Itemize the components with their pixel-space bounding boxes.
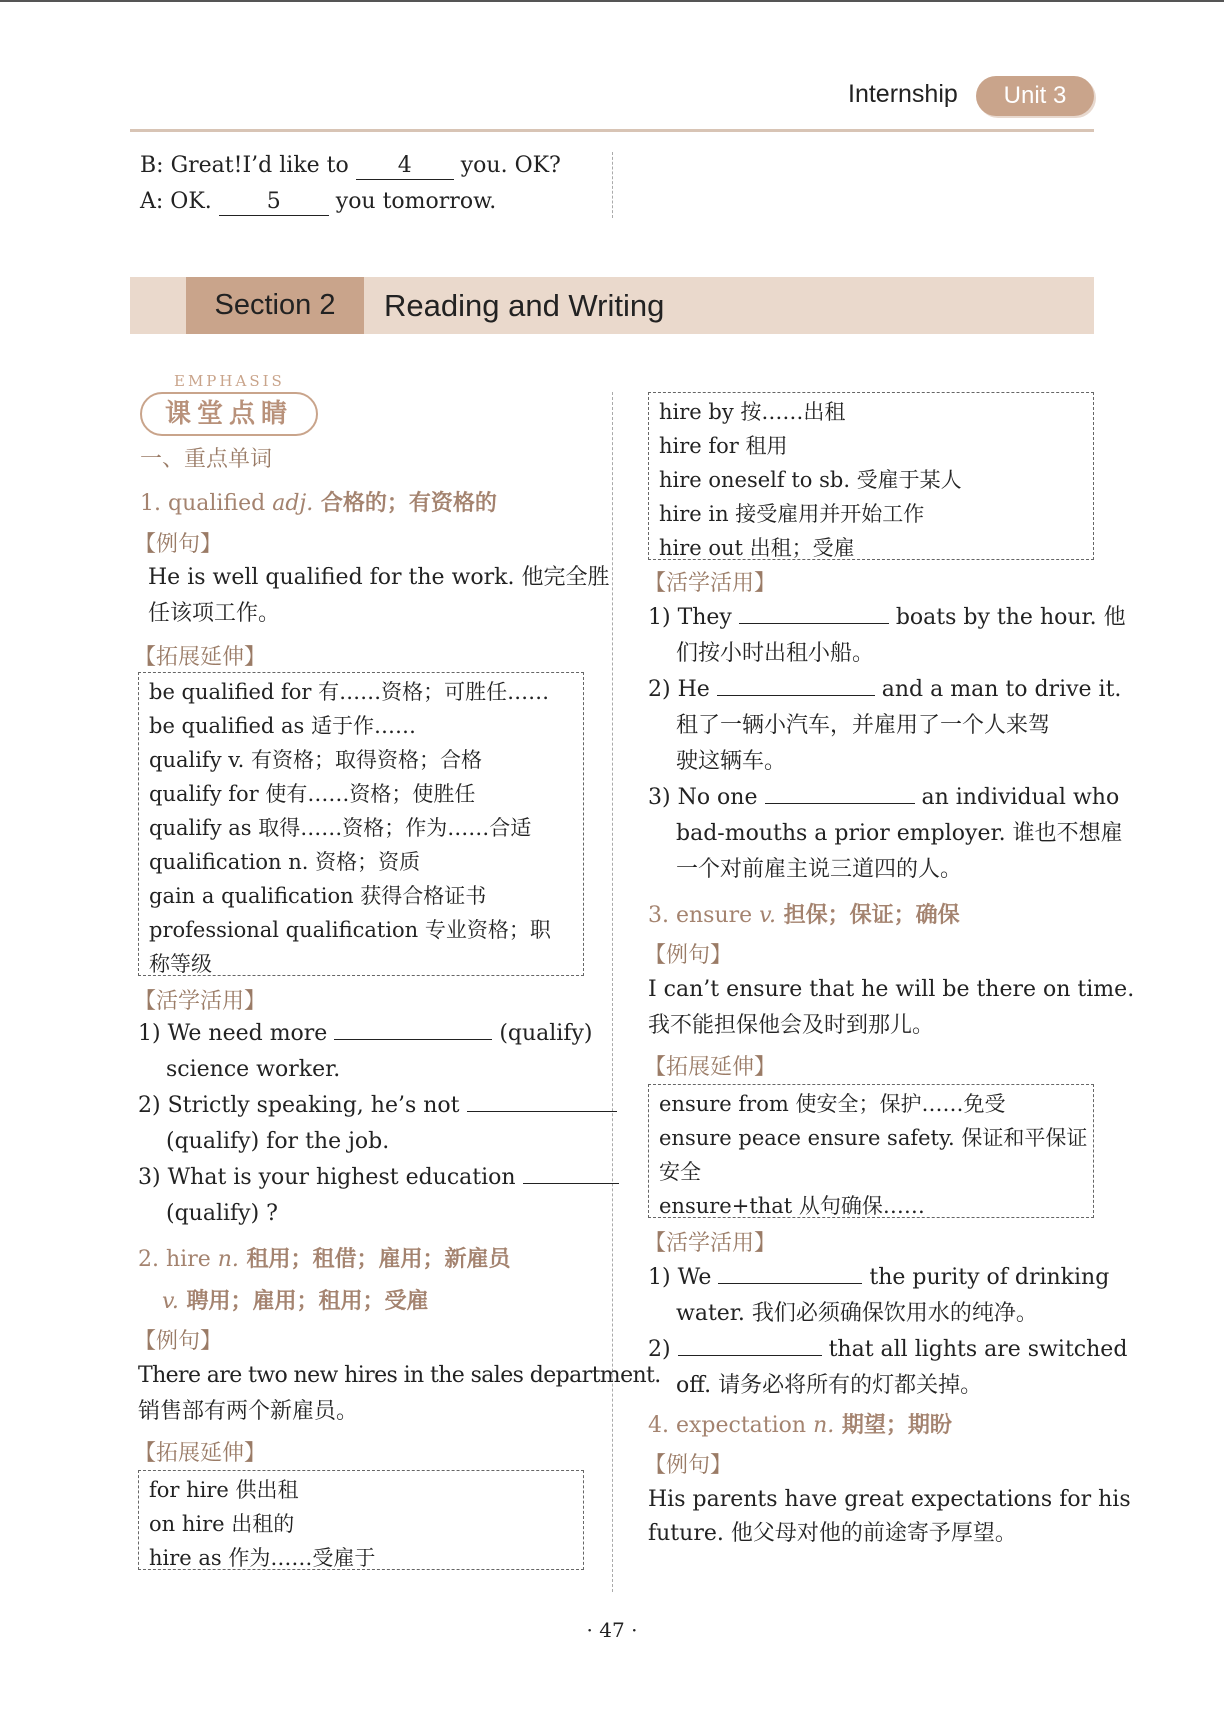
answer-blank xyxy=(718,1283,862,1284)
answer-blank xyxy=(334,1039,492,1040)
subheading-key-words: 一、重点单词 xyxy=(140,447,273,472)
practice-item xyxy=(138,1160,619,1196)
word-entry-hire-verb xyxy=(162,1284,428,1315)
practice-text: 2) He xyxy=(648,677,717,702)
chapter-title: Internship xyxy=(848,80,958,108)
section-number: Section 2 xyxy=(186,277,364,334)
expansion-box-hire xyxy=(138,1470,584,1570)
fill-blank: 4 xyxy=(356,153,454,180)
entry-pos: v. xyxy=(162,1289,179,1314)
box-line: qualification n. 资格；资质 xyxy=(149,850,421,874)
entry-word: 3. ensure xyxy=(648,903,760,928)
box-line: for hire 供出租 xyxy=(149,1478,299,1502)
answer-blank xyxy=(678,1355,822,1356)
practice-text: 3) What is your highest education xyxy=(138,1165,523,1190)
box-line: 安全 xyxy=(659,1160,701,1184)
practice-text: 1) We need more xyxy=(138,1021,335,1046)
answer-blank xyxy=(765,803,915,804)
example-tag: 【例句】 xyxy=(134,532,223,557)
box-line: ensure peace ensure safety. 保证和平保证 xyxy=(659,1126,1088,1150)
practice-item xyxy=(648,1332,1127,1368)
entry-word: 4. expectation xyxy=(648,1413,814,1438)
practice-item xyxy=(648,780,1119,816)
practice-text: (qualify) xyxy=(492,1021,593,1046)
fill-blank: 5 xyxy=(219,189,329,216)
practice-item xyxy=(138,1088,617,1124)
example-sentence: future. 他父母对他的前途寄予厚望。 xyxy=(648,1521,1017,1546)
emphasis-caption: EMPHASIS xyxy=(174,372,285,390)
box-line: hire as 作为……受雇于 xyxy=(149,1546,376,1570)
word-entry-hire xyxy=(138,1242,511,1273)
top-border xyxy=(0,0,1224,2)
answer-blank xyxy=(739,623,889,624)
practice-text: 2) Strictly speaking, he’s not xyxy=(138,1093,467,1118)
practice-continuation: science worker. xyxy=(166,1057,341,1082)
page-number: · 47 · xyxy=(586,1618,638,1642)
practice-tag: 【活学活用】 xyxy=(644,571,777,596)
box-line: be qualified for 有……资格；可胜任…… xyxy=(149,680,550,704)
box-line: hire for 租用 xyxy=(659,434,788,458)
dialog-text: you. OK? xyxy=(453,153,561,178)
example-sentence: 任该项工作。 xyxy=(148,601,281,626)
example-sentence: He is well qualified for the work. 他完全胜 xyxy=(148,565,610,590)
entry-pos: n. xyxy=(217,1247,239,1272)
practice-item xyxy=(648,672,1121,708)
box-line: be qualified as 适于作…… xyxy=(149,714,416,738)
entry-pos: adj. xyxy=(272,491,314,516)
column-divider-top xyxy=(612,152,613,218)
practice-continuation: 驶这辆车。 xyxy=(676,749,787,774)
emphasis-badge: 课堂点睛 xyxy=(140,392,318,436)
practice-item xyxy=(138,1016,593,1052)
box-line: qualify for 使有……资格；使胜任 xyxy=(149,782,476,806)
practice-continuation: off. 请务必将所有的灯都关掉。 xyxy=(676,1373,983,1398)
box-line: qualify v. 有资格；取得资格；合格 xyxy=(149,748,482,772)
word-entry-ensure xyxy=(648,898,960,929)
column-divider xyxy=(612,392,613,1592)
practice-continuation: water. 我们必须确保饮用水的纯净。 xyxy=(676,1301,1038,1326)
entry-pos: v. xyxy=(759,903,776,928)
answer-blank xyxy=(523,1183,619,1184)
entry-meaning: 期望；期盼 xyxy=(834,1412,952,1438)
practice-item xyxy=(648,600,1126,636)
example-sentence: 我不能担保他会及时到那儿。 xyxy=(648,1013,935,1038)
unit-badge: Unit 3 xyxy=(976,76,1094,116)
box-line: hire out 出租；受雇 xyxy=(659,536,855,560)
entry-meaning: 担保；保证；确保 xyxy=(775,902,960,928)
word-entry-qualified xyxy=(140,486,497,517)
example-tag: 【例句】 xyxy=(644,943,733,968)
practice-continuation: bad-mouths a prior employer. 谁也不想雇 xyxy=(676,821,1123,846)
box-line: gain a qualification 获得合格证书 xyxy=(149,884,487,908)
practice-text: 3) No one xyxy=(648,785,765,810)
practice-continuation: 一个对前雇主说三道四的人。 xyxy=(676,857,963,882)
answer-blank xyxy=(467,1111,617,1112)
entry-word: 2. hire xyxy=(138,1247,218,1272)
practice-continuation: (qualify) ? xyxy=(166,1201,278,1226)
expansion-box-ensure xyxy=(648,1084,1094,1218)
practice-continuation: 们按小时出租小船。 xyxy=(676,641,875,666)
dialog-line-a xyxy=(140,184,496,220)
dialog-text: you tomorrow. xyxy=(328,189,497,214)
box-line: hire in 接受雇用并开始工作 xyxy=(659,502,925,526)
extend-tag: 【拓展延伸】 xyxy=(134,645,267,670)
extend-tag: 【拓展延伸】 xyxy=(134,1441,267,1466)
example-tag: 【例句】 xyxy=(134,1329,223,1354)
section-title: Reading and Writing xyxy=(384,288,665,323)
practice-continuation: 租了一辆小汽车，并雇用了一个人来驾 xyxy=(676,713,1051,738)
entry-meaning: 聘用；雇用；租用；受雇 xyxy=(178,1288,429,1314)
example-sentence: 销售部有两个新雇员。 xyxy=(138,1399,359,1424)
practice-text: 1) We xyxy=(648,1265,719,1290)
practice-tag: 【活学活用】 xyxy=(134,989,267,1014)
box-line: hire oneself to sb. 受雇于某人 xyxy=(659,468,962,492)
practice-tag: 【活学活用】 xyxy=(644,1231,777,1256)
practice-text: 2) xyxy=(648,1337,678,1362)
dialog-text: B: Great!I’d like to xyxy=(140,153,356,178)
example-sentence: There are two new hires in the sales department. xyxy=(138,1363,661,1388)
practice-text: boats by the hour. 他 xyxy=(888,605,1126,630)
practice-item xyxy=(648,1260,1109,1296)
box-line: ensure+that 从句确保…… xyxy=(659,1194,925,1218)
entry-meaning: 合格的；有资格的 xyxy=(313,490,497,516)
entry-meaning: 租用；租借；雇用；新雇员 xyxy=(238,1246,511,1272)
practice-text: 1) They xyxy=(648,605,739,630)
expansion-box-hire-continued xyxy=(648,392,1094,560)
entry-word: 1. qualified xyxy=(140,491,273,516)
box-line: on hire 出租的 xyxy=(149,1512,295,1536)
extend-tag: 【拓展延伸】 xyxy=(644,1055,777,1080)
practice-text: the purity of drinking xyxy=(862,1265,1110,1290)
dialog-text: A: OK. xyxy=(140,189,219,214)
example-tag: 【例句】 xyxy=(644,1453,733,1478)
example-sentence: His parents have great expectations for his xyxy=(648,1487,1131,1512)
entry-pos: n. xyxy=(813,1413,835,1438)
header-divider xyxy=(130,129,1094,132)
word-entry-expectation xyxy=(648,1408,952,1439)
dialog-line-b xyxy=(140,148,561,184)
answer-blank xyxy=(717,695,875,696)
box-line: hire by 按……出租 xyxy=(659,400,846,424)
practice-text: and a man to drive it. xyxy=(874,677,1122,702)
box-line: ensure from 使安全；保护……免受 xyxy=(659,1092,1006,1116)
practice-text: that all lights are switched xyxy=(821,1337,1128,1362)
box-line: professional qualification 专业资格；职 xyxy=(149,918,551,942)
box-line: qualify as 取得……资格；作为……合适 xyxy=(149,816,532,840)
box-line: 称等级 xyxy=(149,952,212,976)
practice-continuation: (qualify) for the job. xyxy=(166,1129,390,1154)
example-sentence: I can’t ensure that he will be there on time. xyxy=(648,977,1135,1002)
practice-text: an individual who xyxy=(914,785,1120,810)
expansion-box-qualified xyxy=(138,672,584,976)
